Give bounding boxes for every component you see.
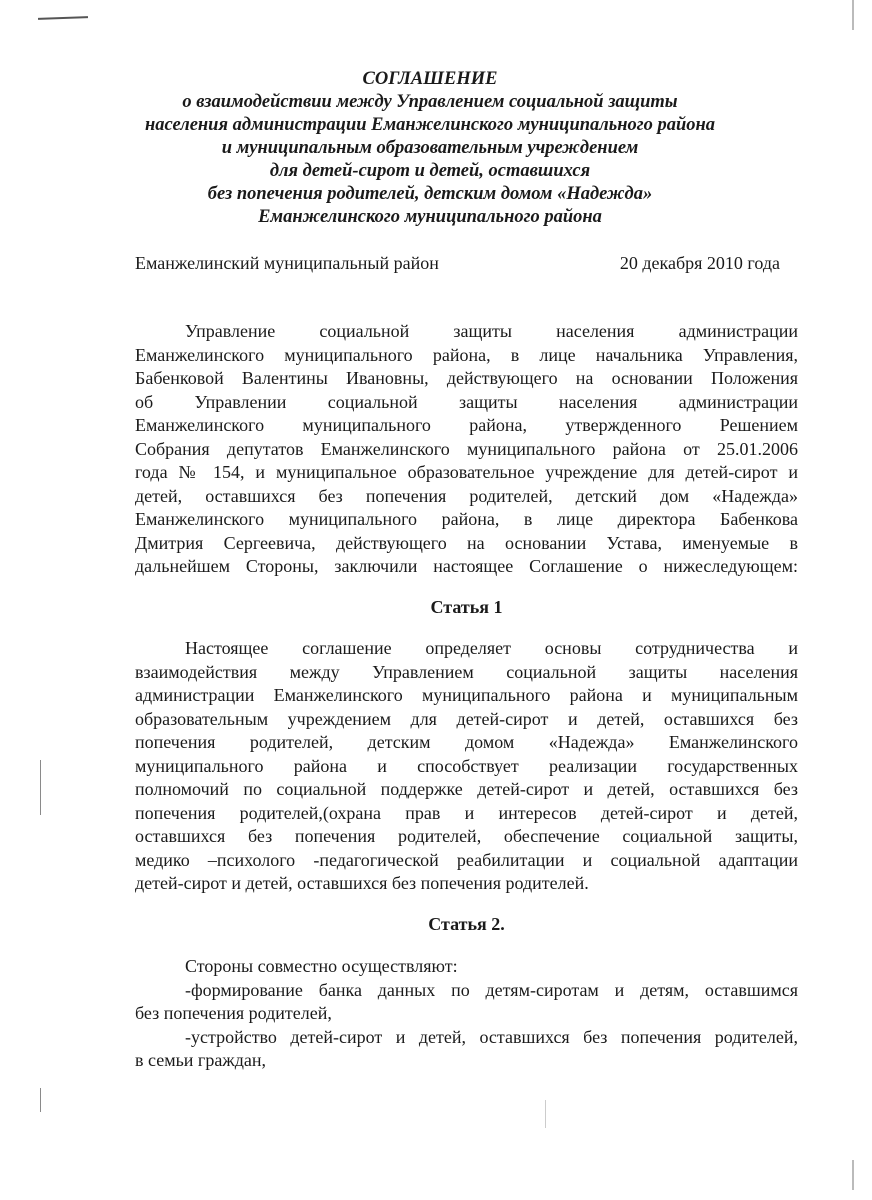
scan-edge-mark [852,0,854,30]
title-line: населения администрации Еманжелинского муниципального района [144,115,716,135]
title-line: Еманжелинского муниципального района [258,207,602,227]
article-1-heading: Статья 1 [430,597,503,617]
text-line: образовательным учреждением для детей-сирот и детей, оставшихся без [135,708,798,729]
date-text: 20 декабря 2010 года [619,253,780,273]
preamble-paragraph [135,320,798,579]
article-2-heading: Статья 2. [428,914,505,934]
text-line: попечения родителей,(охрана прав и интересов детей-сирот и детей, [135,802,798,823]
text-line: без попечения родителей, [135,1003,332,1023]
text-line: Еманжелинского муниципального района, в лице директора Бабенкова [135,509,798,529]
text-line: муниципального района и способствует реализации государственных [135,755,798,776]
place-text: Еманжелинский муниципальный район [135,253,439,273]
text-line: об Управлении социальной защиты населения администрации [135,391,798,412]
title-line: для детей-сирот и детей, оставшихся [269,161,591,181]
text-line: Настоящее соглашение определяет основы сотрудничества и [185,638,798,658]
article-1-paragraph [135,637,798,896]
text-line: полномочий по социальной поддержке детей-сирот и детей, оставшихся без [135,779,798,799]
text-line: детей, оставшихся без попечения родителей, детский дом «Надежда» [135,485,798,506]
list-item: -устройство детей-сирот и детей, оставшихся без попечения родителей, [185,1026,798,1047]
text-line: детей-сирот и детей, оставшихся без попечения родителей. [135,873,589,893]
document-title [110,68,750,229]
text-line: дальнейшем Стороны, заключили настоящее Соглашение о нижеследующем: [135,556,798,576]
text-line: медико –психолого -педагогической реабилитации и социальной адаптации [135,849,798,870]
text-line: Еманжелинского муниципального района, в лице начальника Управления, [135,344,798,365]
text-line: попечения родителей, детским домом «Надежда» Еманжелинского [135,732,798,752]
list-item: -формирование банка данных по детям-сиротам и детям, оставшимся [185,979,798,1000]
text-line: Стороны совместно осуществляют: [185,956,458,976]
text-line: взаимодействия между Управлением социальной защиты населения [135,661,798,682]
text-line: года № 154, и муниципальное образовательное учреждение для детей-сирот и [135,462,798,482]
title-line: о взаимодействии между Управлением социальной защиты [182,92,678,112]
scan-edge-mark [545,1100,546,1128]
title-heading: СОГЛАШЕНИЕ [362,69,498,89]
title-line: и муниципальным образовательным учреждением [221,138,639,158]
title-line: без попечения родителей, детским домом «Надежда» [207,184,653,204]
text-line: Бабенковой Валентины Ивановны, действующего на основании Положения [135,368,798,388]
scan-edge-mark [40,1088,41,1112]
text-line: оставшихся без попечения родителей, обеспечение социальной защиты, [135,826,798,846]
text-line: Дмитрия Сергеевича, действующего на основании Устава, именуемые в [135,532,798,553]
scan-edge-mark [40,760,41,815]
text-line: Управление социальной защиты населения администрации [185,321,798,341]
text-line: администрации Еманжелинского муниципального района и муниципальным [135,685,798,705]
scan-mark [38,16,88,20]
text-line: Еманжелинского муниципального района, утвержденного Решением [135,415,798,435]
scan-edge-mark [852,1160,854,1190]
text-line: Собрания депутатов Еманжелинского муниципального района от 25.01.2006 [135,438,798,459]
text-line: в семьи граждан, [135,1050,267,1070]
article-2-list [135,955,798,1073]
